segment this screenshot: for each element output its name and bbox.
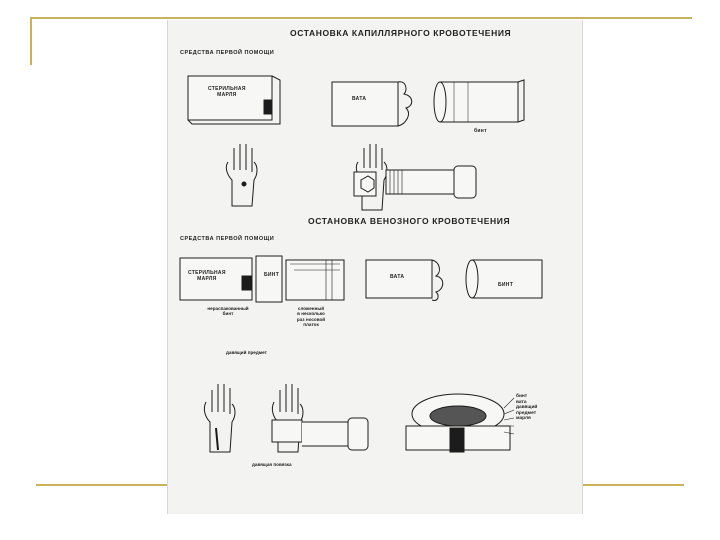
hand-venous-wound: [204, 384, 235, 452]
gauze-pack-1: [188, 76, 272, 120]
caption-pressing: давящий предмет: [226, 350, 267, 355]
gauze-label-1: [208, 86, 246, 98]
section1-title: ОСТАНОВКА КАПИЛЛЯРНОГО КРОВОТЕЧЕНИЯ: [290, 28, 512, 38]
legend-item-3: давящий: [516, 405, 538, 411]
caption-folded-line1: сложенный: [297, 306, 325, 311]
cotton-label-2: ВАТА: [390, 274, 405, 280]
bandage-label-2: БИНТ: [498, 282, 514, 288]
frame-bottom-line-right: [581, 484, 684, 486]
section2-title: ОСТАНОВКА ВЕНОЗНОГО КРОВОТЕЧЕНИЯ: [308, 216, 511, 226]
scanned-page: [167, 20, 583, 514]
gauze-label-1-line2: МАРЛЯ: [217, 92, 237, 98]
bandage-roll-2: [472, 260, 542, 298]
cotton-label-1: ВАТА: [352, 96, 367, 102]
frame-top-line: [30, 17, 692, 19]
gauze-label-2-line1: СТЕРИЛЬНАЯ: [188, 270, 226, 276]
caption-unpacked-line1: нераспакованный: [207, 306, 249, 311]
pack-label: БИНТ: [264, 272, 280, 278]
legend-item-4: предмет: [516, 410, 537, 416]
frame-bottom-line-left: [36, 484, 168, 486]
cotton-fluff-1: [398, 82, 412, 126]
caption-folded: [280, 306, 342, 328]
bandage-roll-1: [440, 82, 518, 122]
bandage-pack: [256, 256, 282, 302]
cross-section-diagram: [406, 394, 514, 452]
gauze-label-2-line2: МАРЛЯ: [197, 276, 217, 282]
caption-bandage: давящая повязка: [252, 462, 292, 467]
caption-folded-line4: платок: [303, 322, 319, 328]
caption-folded-line2: в несколько: [297, 311, 325, 317]
hand-wound: [226, 144, 257, 206]
bandage-label-1: бинт: [474, 128, 487, 134]
gauze-label-2: [188, 270, 226, 282]
legend-item-1: бинт: [516, 394, 528, 399]
legend-item-2: вата: [516, 399, 527, 405]
section1-subtitle: СРЕДСТВА ПЕРВОЙ ПОМОЩИ: [180, 50, 275, 56]
caption-unpacked-line2: бинт: [222, 311, 234, 317]
caption-folded-line3: раз носовой: [296, 316, 326, 322]
section2-subtitle: СРЕДСТВА ПЕРВОЙ ПОМОЩИ: [180, 236, 275, 242]
gauze-label-1-line1: СТЕРИЛЬНАЯ: [208, 86, 246, 92]
legend-item-5: марля: [516, 416, 531, 422]
cotton-pack-1: [332, 82, 398, 126]
frame-left-line: [30, 17, 32, 65]
cross-section-legend: [516, 394, 537, 422]
caption-unpacked: [196, 306, 260, 317]
folded-handkerchief: [286, 260, 344, 300]
